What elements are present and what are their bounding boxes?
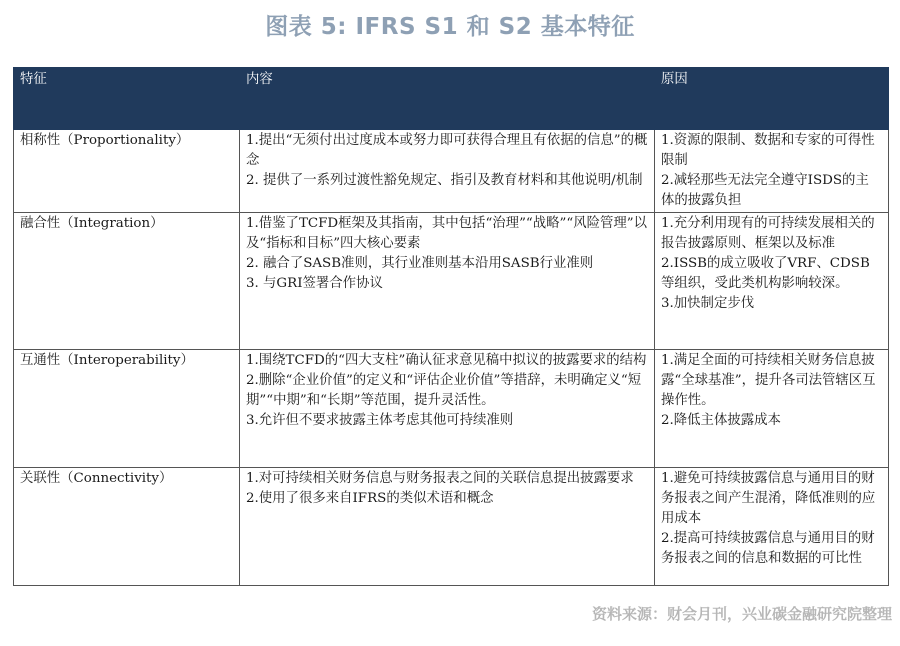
content-item: 2. 提供了一系列过渡性豁免规定、指引及教育材料和其他说明/机制 (246, 173, 643, 188)
reason-item: 2.ISSB的成立吸收了VRF、CDSB等组织，受此类机构影响较深。 (661, 256, 870, 291)
feature-cell: 相称性（Proportionality） (14, 130, 240, 213)
reason-item: 1.避免可持续披露信息与通用目的财务报表之间产生混淆，降低准则的应用成本 (661, 471, 876, 526)
reason-item: 3.加快制定步伐 (661, 296, 755, 311)
content-item: 2. 融合了SASB准则，其行业准则基本沿用SASB行业准则 (246, 256, 594, 271)
content-cell (240, 213, 655, 350)
reason-item: 2.提高可持续披露信息与通用目的财务报表之间的信息和数据的可比性 (661, 531, 875, 566)
figure-title: 图表 5: IFRS S1 和 S2 基本特征 (265, 14, 635, 40)
content-item: 1.对可持续相关财务信息与财务报表之间的关联信息提出披露要求 (246, 471, 634, 486)
content-item: 3.允许但不要求披露主体考虑其他可持续准则 (246, 413, 514, 428)
feature-cell: 融合性（Integration） (14, 213, 240, 350)
content-item: 3. 与GRI签署合作协议 (246, 276, 383, 291)
reason-cell (655, 213, 889, 350)
content-cell (240, 130, 655, 213)
table-row (14, 350, 889, 468)
table-row (14, 213, 889, 350)
reason-cell (655, 350, 889, 468)
content-item: 2.使用了很多来自IFRS的类似术语和概念 (246, 491, 494, 506)
content-item: 1.提出“无须付出过度成本或努力即可获得合理且有依据的信息”的概念 (246, 133, 648, 168)
table-header-row (14, 68, 889, 130)
content-cell (240, 350, 655, 468)
source-note: 资料来源：财会月刊，兴业碳金融研究院整理 (591, 605, 892, 623)
reason-item: 1.充分利用现有的可持续发展相关的报告披露原则、框架以及标准 (661, 216, 875, 251)
header-feature: 特征 (14, 68, 240, 130)
reason-item: 1.满足全面的可持续相关财务信息披露“全球基准”，提升各司法管辖区互操作性。 (661, 353, 876, 408)
content-item: 2.删除“企业价值”的定义和“评估企业价值”等措辞，未明确定义“短期”“中期”和“长期”等范围，提升灵活性。 (246, 373, 642, 408)
table-row (14, 130, 889, 213)
content-cell (240, 468, 655, 586)
reason-item: 1.资源的限制、数据和专家的可得性限制 (661, 133, 875, 168)
reason-cell (655, 468, 889, 586)
reason-item: 2.减轻那些无法完全遵守ISDS的主体的披露负担 (661, 173, 869, 208)
header-content: 内容 (240, 68, 655, 130)
features-table (13, 67, 889, 586)
reason-item: 2.降低主体披露成本 (661, 413, 781, 428)
content-item: 1.围绕TCFD的“四大支柱”确认征求意见稿中拟议的披露要求的结构 (246, 353, 647, 368)
table-row (14, 468, 889, 586)
feature-cell: 互通性（Interoperability） (14, 350, 240, 468)
reason-cell (655, 130, 889, 213)
header-reason: 原因 (655, 68, 889, 130)
content-item: 1.借鉴了TCFD框架及其指南，其中包括“治理”“战略”“风险管理”以及“指标和目标”四大核心要素 (246, 216, 648, 251)
feature-cell: 关联性（Connectivity） (14, 468, 240, 586)
